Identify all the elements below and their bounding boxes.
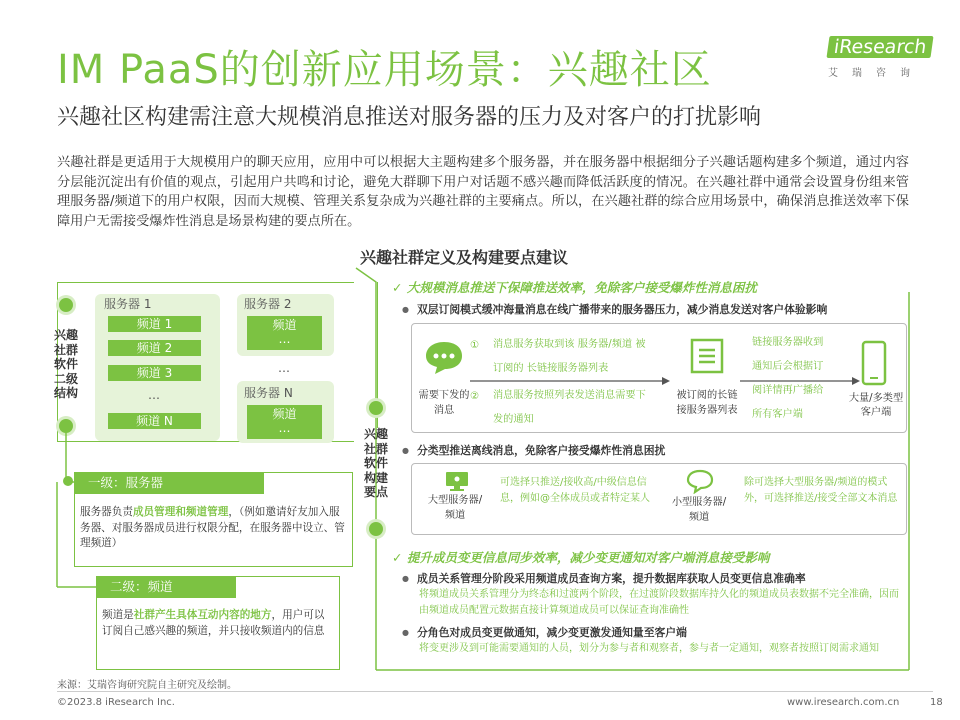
right-head-1: ✓ 大规模消息推送下保障推送效率，免除客户接受爆炸性消息困扰	[392, 280, 757, 295]
level-2-post: ，用户可以订阅自己感兴趣的频道，并只接收频道内的信息	[102, 609, 325, 637]
phone-icon	[860, 340, 888, 386]
channel-n: 频道 N	[108, 413, 201, 429]
small-server-label: 小型服务器/频道	[671, 497, 727, 523]
page-title: IM PaaS的创新应用场景：兴趣社区	[57, 47, 712, 93]
step-2-no: ②	[470, 391, 480, 402]
figure-title: 兴趣社群定义及构建要点建议	[360, 248, 569, 267]
right-head-2: ✓ 提升成员变更信息同步效率，减少变更通知对客户端消息接受影响	[392, 550, 770, 565]
level-1-pre: 服务器负责	[80, 506, 133, 518]
level-1-post: ，（例如邀请好友加入服务器、对服务器成员进行权限分配，在服务器中设立、管理频道）	[80, 506, 345, 549]
logo-word: iResearch	[826, 36, 934, 58]
bullet-3: ● 成员关系管理分阶段采用频道成员查询方案，提升数据库获取人员变更信息准确率	[402, 571, 806, 586]
channel-3: 频道 3	[108, 365, 201, 381]
server-n-channel-ellipsis: …	[278, 421, 291, 435]
channel-ellipsis: …	[148, 388, 160, 402]
desc-3: 将频道成员关系管理分为终态和过渡两个阶段，在过渡阶段数据库持久化的频道成员表数据不完全准确，因而由频道成员配置元数据直接计算频道成员可以保证查询准确性	[419, 589, 899, 616]
large-server-desc: 可选择只推送/接收高/中级信息信息，例如@全体成员或者特定某人	[500, 477, 650, 504]
logo-cn: 艾瑞咨询	[828, 68, 924, 79]
step-2-line-b: 发的通知	[493, 414, 534, 425]
server-list-icon	[690, 338, 724, 374]
step-2-line-a: 消息服务按照列表发送消息需要下	[493, 390, 646, 401]
step-1-no: ①	[470, 340, 480, 351]
site-url: www.iresearch.com.cn	[787, 697, 900, 708]
page-number: 18	[930, 697, 943, 708]
bullet-4: ● 分角色对成员变更做通知，减少变更激发通知量至客户端	[402, 625, 687, 640]
server-2-channel-label: 频道	[272, 318, 297, 332]
intro-paragraph: 兴趣社群是更适用于大规模用户的聊天应用，应用中可以根据大主题构建多个服务器，并在服务器中根据细分子兴趣话题构建多个频道，通过内容分层能沉淀出有价值的观点，引起用户共鸣和讨论，避免大群聊下用户对话题不感兴趣而降低活跃度的情况。在兴趣社群中通常会设置身份组来管理服务器/频道下的用户权限，因而大规模、管理关系复杂成为兴趣社群的主要痛点。所以，在兴趣社群的综合应用场景中，确保消息推送效率下保障用户无需接受爆炸性消息是场景构建的要点所在。	[57, 155, 909, 229]
server-ellipsis: …	[278, 361, 290, 375]
large-server-label: 大型服务器/频道	[427, 495, 483, 521]
client-label: 大量/多类型客户端	[848, 393, 904, 418]
step-1-line-a: 消息服务获取到该 服务器/频道 被	[493, 339, 646, 350]
copyright: ©2023.8 iResearch Inc.	[57, 697, 175, 708]
server-2-channel-ellipsis: …	[278, 332, 291, 346]
list-label: 被订阅的长链接服务器列表	[676, 390, 738, 416]
server-1-name: 服务器 1	[104, 297, 152, 311]
structure-side-label: 兴趣 社群 软件 二级 结构	[53, 328, 78, 400]
small-server-desc: 除可选择大型服务器/频道的模式外，可选择推送/接受全部文本消息	[744, 477, 898, 504]
level-1-head: 一级：服务器	[74, 472, 264, 494]
server-2-name: 服务器 2	[244, 297, 292, 311]
notify-line-a: 链接服务器收到	[752, 337, 824, 348]
bullet-2: ● 分类型推送离线消息，免除客户接受爆炸性消息困扰	[402, 443, 665, 458]
server-n-name: 服务器 N	[244, 386, 293, 400]
page-subtitle: 兴趣社区构建需注意大规模消息推送对服务器的压力及对客户的打扰影响	[57, 105, 762, 130]
channel-2: 频道 2	[108, 340, 201, 356]
step-1-line-b: 订阅的 长链接服务器列表	[493, 363, 609, 374]
level-1-highlight: 成员管理和频道管理	[132, 506, 229, 518]
level-2-head: 二级：频道	[96, 576, 236, 598]
bullet-1: ● 双层订阅模式缓冲海量消息在线广播带来的服务器压力，减少消息发送对客户体验影响	[402, 302, 827, 317]
notify-line-d: 所有客户端	[752, 409, 803, 420]
channel-1: 频道 1	[108, 316, 201, 332]
source-note: 来源：艾瑞咨询研究院自主研究及绘制。	[57, 680, 237, 691]
desc-4: 将变更涉及到可能需要通知的人员，划分为参与者和观察者，参与者一定通知，观察者按照订阅需求通知	[419, 643, 879, 654]
server-n-channel-label: 频道	[272, 407, 297, 421]
notify-line-b: 通知后会根据订	[752, 361, 824, 372]
notify-line-c: 阅详情再广播给	[752, 385, 824, 396]
notify-text	[752, 331, 842, 427]
large-server-icon	[444, 470, 470, 492]
level-2-pre: 频道是	[102, 609, 134, 621]
speech-icon	[686, 468, 714, 494]
msg-label: 需要下发的消息	[418, 390, 470, 416]
level-2-highlight: 社群产生具体互动内容的地方	[133, 609, 272, 621]
step-2-text	[493, 384, 663, 432]
footer-divider	[57, 691, 933, 692]
right-side-label: 兴趣 社群 软件 构建 要点	[363, 427, 388, 499]
